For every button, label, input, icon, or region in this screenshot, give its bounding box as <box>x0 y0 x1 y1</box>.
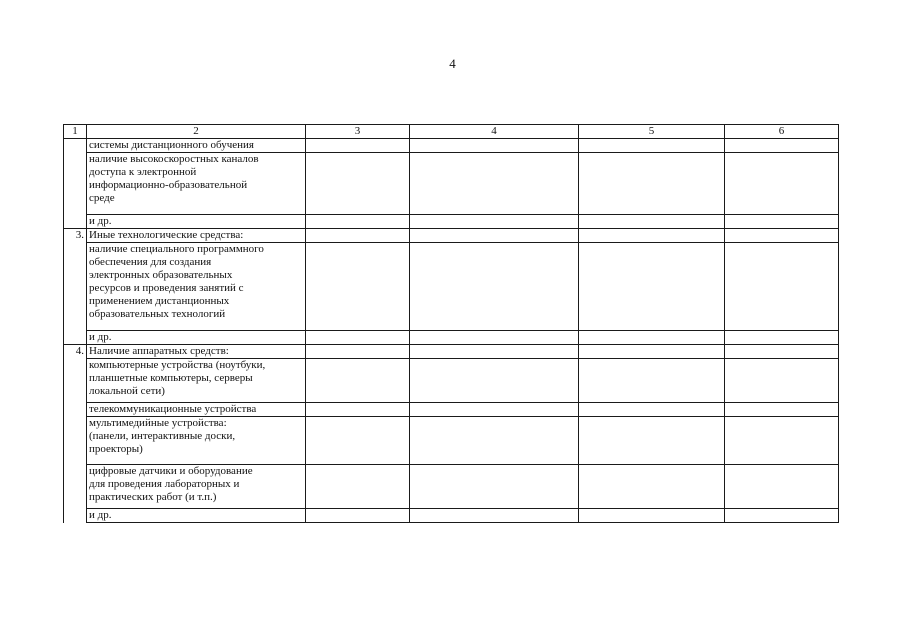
empty-cell-col-6 <box>725 465 839 509</box>
empty-cell-col-6 <box>725 417 839 465</box>
empty-cell-col-6 <box>725 153 839 215</box>
row-number-cell: 3. <box>64 229 87 243</box>
form-table <box>63 124 839 523</box>
empty-cell-col-5 <box>579 243 725 331</box>
empty-cell-col-4 <box>410 465 579 509</box>
empty-cell-col-6 <box>725 243 839 331</box>
row-description-cell: Иные технологические средства: <box>87 229 306 243</box>
header-cell-6: 6 <box>725 125 839 139</box>
empty-cell-col-3 <box>306 345 410 359</box>
row-description-cell: Наличие аппаратных средств: <box>87 345 306 359</box>
empty-cell-col-3 <box>306 331 410 345</box>
row-number-cell <box>64 417 87 465</box>
empty-cell-col-3 <box>306 229 410 243</box>
table-row <box>64 331 839 345</box>
row-description-cell: и др. <box>87 215 306 229</box>
table-row <box>64 229 839 243</box>
empty-cell-col-3 <box>306 243 410 331</box>
row-description-cell: и др. <box>87 509 306 523</box>
empty-cell-col-4 <box>410 331 579 345</box>
empty-cell-col-3 <box>306 417 410 465</box>
header-cell-2: 2 <box>87 125 306 139</box>
row-description-cell: системы дистанционного обучения <box>87 139 306 153</box>
empty-cell-col-4 <box>410 417 579 465</box>
empty-cell-col-4 <box>410 243 579 331</box>
empty-cell-col-5 <box>579 403 725 417</box>
empty-cell-col-5 <box>579 345 725 359</box>
empty-cell-col-5 <box>579 215 725 229</box>
row-number-cell <box>64 359 87 403</box>
header-cell-5: 5 <box>579 125 725 139</box>
header-cell-1: 1 <box>64 125 87 139</box>
empty-cell-col-4 <box>410 215 579 229</box>
table-row <box>64 417 839 465</box>
table-row <box>64 403 839 417</box>
row-description-cell: наличие специального программного обеспечения для создания электронных образовательных ресурсов и проведения занятий с применением дистанционных образовательных технологий <box>87 243 306 331</box>
table-row <box>64 139 839 153</box>
table-row <box>64 345 839 359</box>
row-number-cell: 4. <box>64 345 87 359</box>
table-row <box>64 359 839 403</box>
row-description-cell: мультимедийные устройства: (панели, интерактивные доски, проекторы) <box>87 417 306 465</box>
empty-cell-col-5 <box>579 359 725 403</box>
table-row <box>64 153 839 215</box>
empty-cell-col-5 <box>579 331 725 345</box>
empty-cell-col-4 <box>410 509 579 523</box>
table-row <box>64 509 839 523</box>
empty-cell-col-5 <box>579 417 725 465</box>
empty-cell-col-6 <box>725 139 839 153</box>
table-header-row <box>64 125 839 139</box>
empty-cell-col-5 <box>579 509 725 523</box>
empty-cell-col-3 <box>306 139 410 153</box>
empty-cell-col-4 <box>410 153 579 215</box>
row-description-cell: телекоммуникационные устройства <box>87 403 306 417</box>
table-row <box>64 215 839 229</box>
empty-cell-col-6 <box>725 403 839 417</box>
row-number-cell <box>64 509 87 523</box>
row-description-cell: цифровые датчики и оборудование для проведения лабораторных и практических работ (и т.п.) <box>87 465 306 509</box>
row-number-cell <box>64 243 87 331</box>
empty-cell-col-5 <box>579 465 725 509</box>
empty-cell-col-4 <box>410 359 579 403</box>
page-number: 4 <box>449 56 456 71</box>
row-number-cell <box>64 465 87 509</box>
empty-cell-col-3 <box>306 153 410 215</box>
empty-cell-col-6 <box>725 345 839 359</box>
row-description-cell: и др. <box>87 331 306 345</box>
empty-cell-col-3 <box>306 403 410 417</box>
table-row <box>64 465 839 509</box>
empty-cell-col-3 <box>306 509 410 523</box>
empty-cell-col-4 <box>410 229 579 243</box>
empty-cell-col-5 <box>579 139 725 153</box>
empty-cell-col-6 <box>725 331 839 345</box>
empty-cell-col-3 <box>306 359 410 403</box>
row-description-cell: наличие высокоскоростных каналов доступа к электронной информационно-образовательной среде <box>87 153 306 215</box>
empty-cell-col-6 <box>725 229 839 243</box>
row-number-cell <box>64 403 87 417</box>
empty-cell-col-6 <box>725 509 839 523</box>
row-number-cell <box>64 331 87 345</box>
row-number-cell <box>64 215 87 229</box>
empty-cell-col-3 <box>306 215 410 229</box>
row-number-cell <box>64 153 87 215</box>
empty-cell-col-4 <box>410 139 579 153</box>
empty-cell-col-4 <box>410 403 579 417</box>
empty-cell-col-6 <box>725 215 839 229</box>
header-cell-4: 4 <box>410 125 579 139</box>
empty-cell-col-4 <box>410 345 579 359</box>
empty-cell-col-5 <box>579 229 725 243</box>
empty-cell-col-3 <box>306 465 410 509</box>
empty-cell-col-6 <box>725 359 839 403</box>
row-number-cell <box>64 139 87 153</box>
empty-cell-col-5 <box>579 153 725 215</box>
table-row <box>64 243 839 331</box>
table-body <box>64 125 839 523</box>
row-description-cell: компьютерные устройства (ноутбуки, планшетные компьютеры, серверы локальной сети) <box>87 359 306 403</box>
header-cell-3: 3 <box>306 125 410 139</box>
